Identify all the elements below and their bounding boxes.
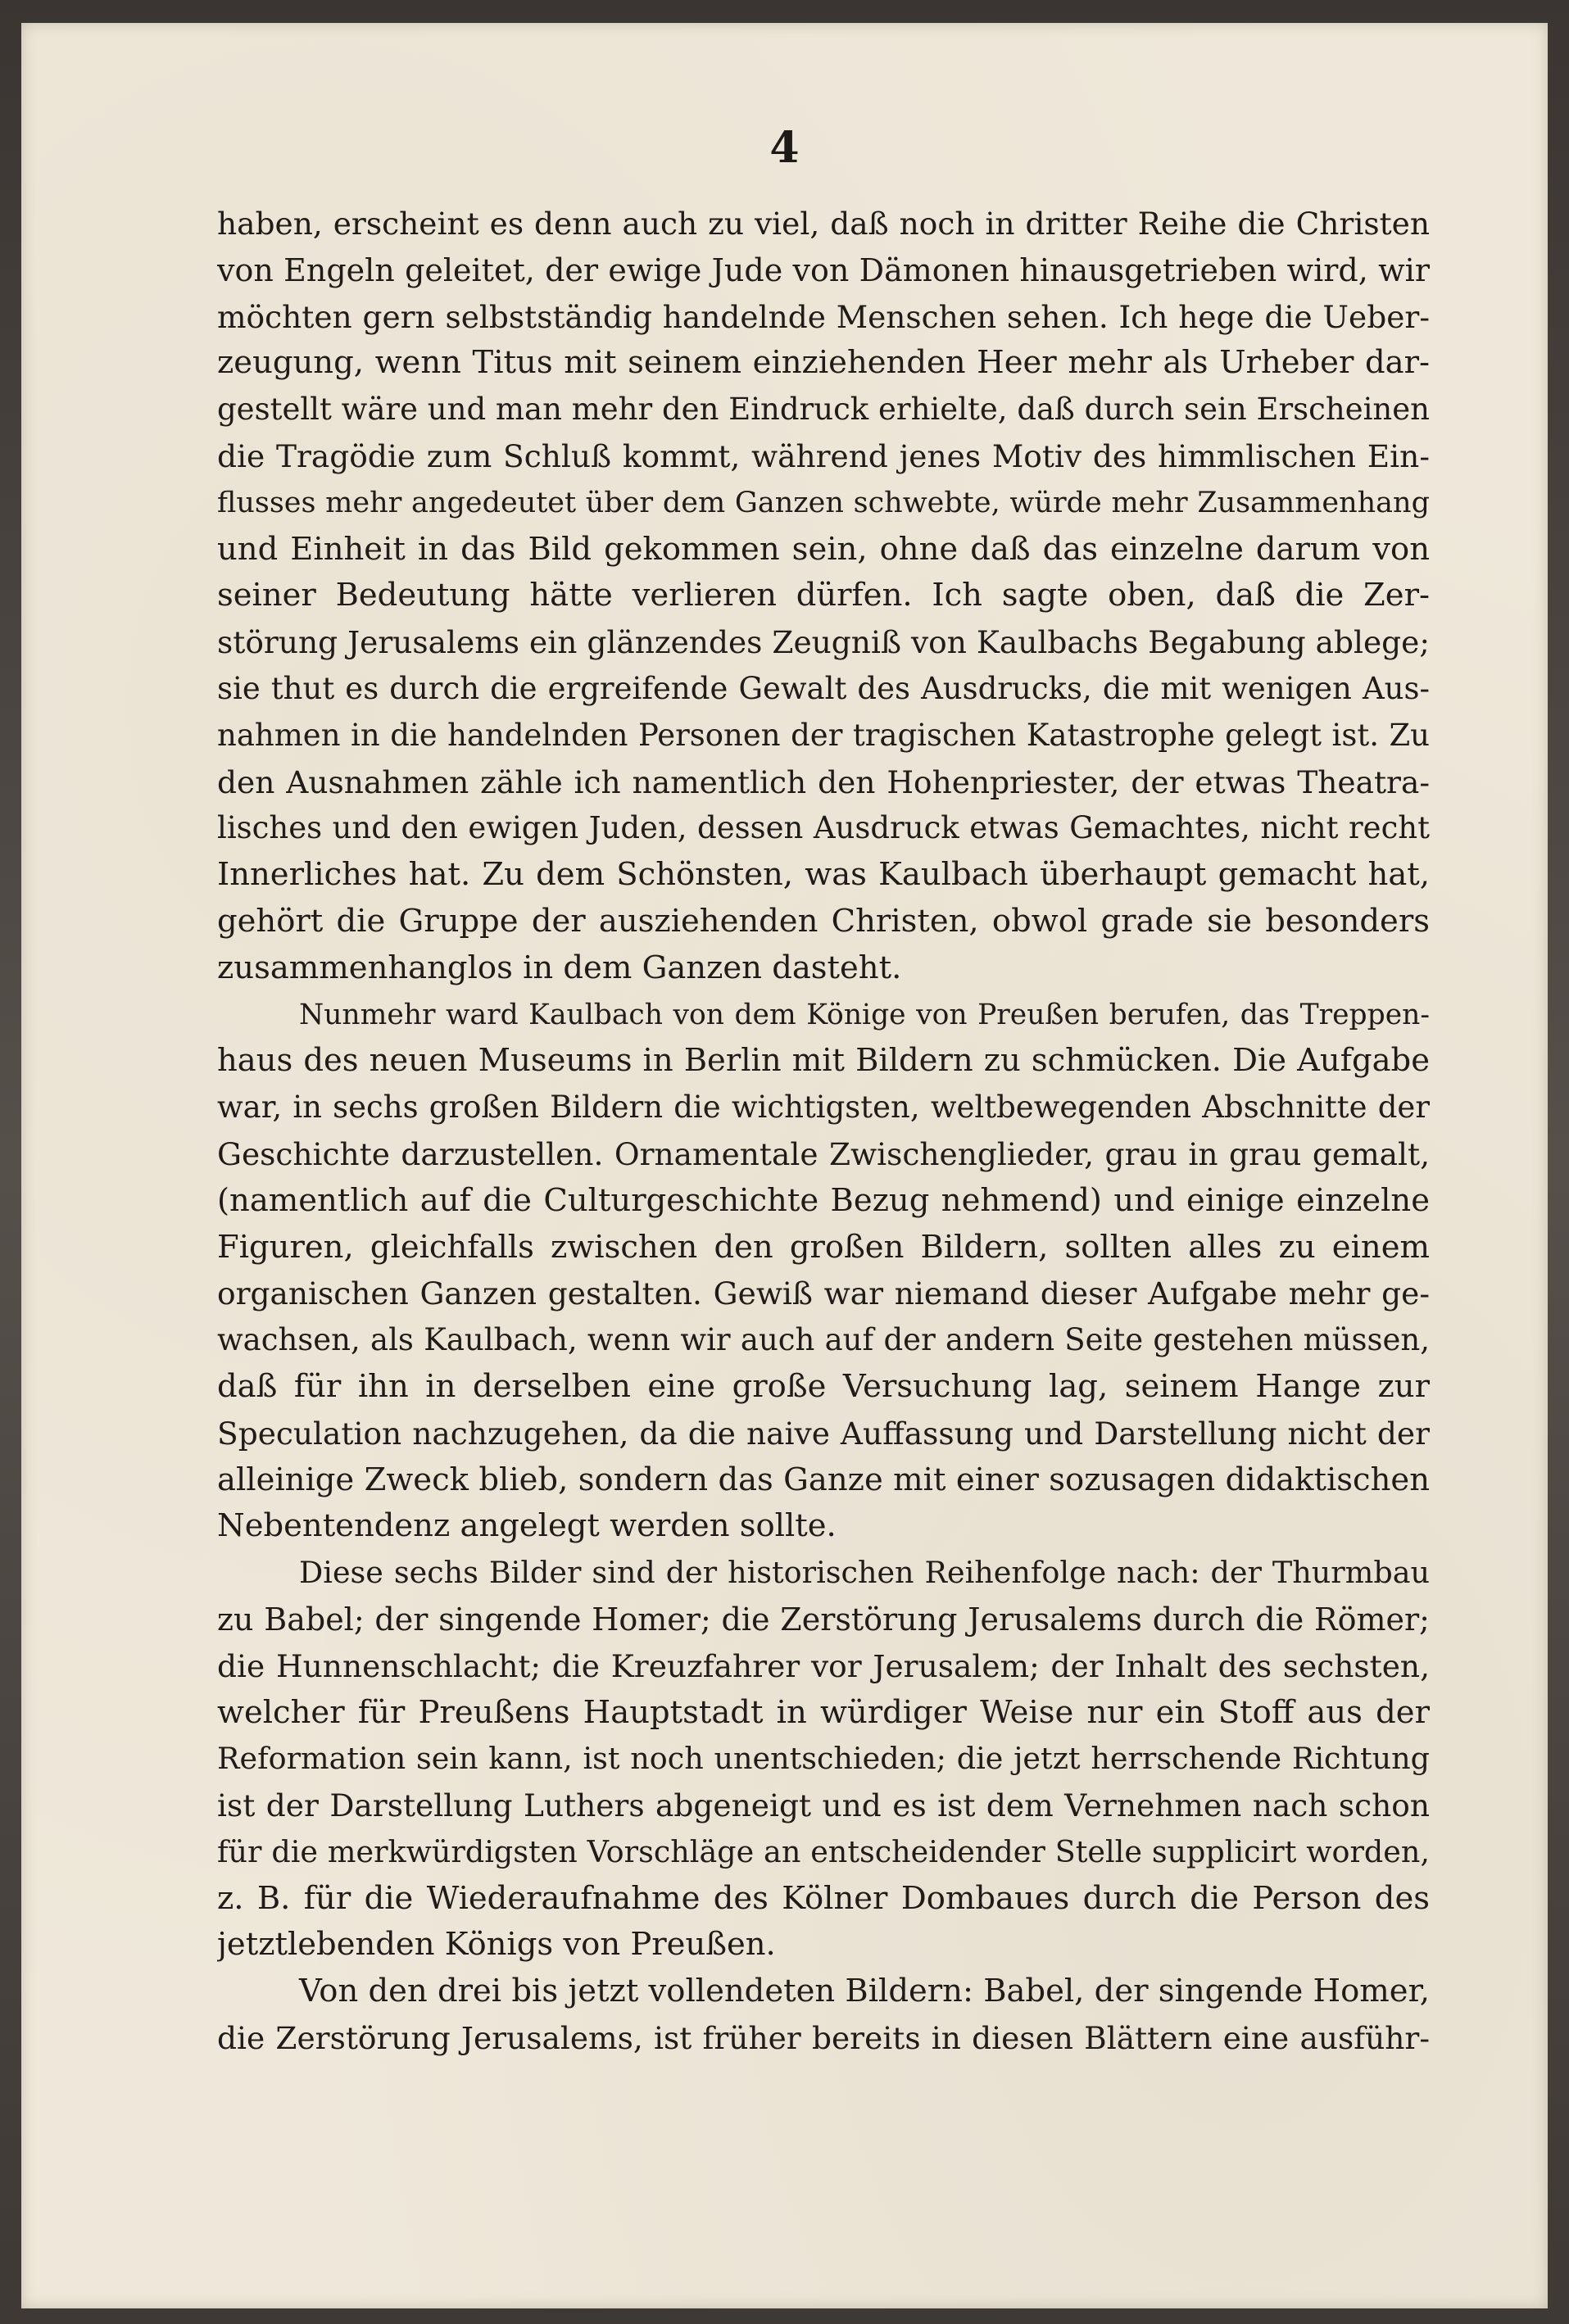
text-line: zu Babel; der singende Homer; die Zerstörung Jerusalems durch die Römer; [217,1601,1430,1638]
text-line: haus des neuen Museums in Berlin mit Bildern zu schmücken. Die Aufgabe [217,1042,1430,1080]
text-line: die Zerstörung Jerusalems, ist früher bereits in diesen Blättern eine ausführ- [217,2020,1430,2057]
text-line: welcher für Preußens Hauptstadt in würdiger Weise nur ein Stoff aus der [217,1693,1430,1731]
text-line: (namentlich auf die Culturgeschichte Bezug nehmend) und einige einzelne [217,1181,1430,1219]
text-line: die Tragödie zum Schluß kommt, während jenes Motiv des himmlischen Ein- [217,437,1430,474]
text-line: Geschichte darzustellen. Ornamentale Zwischenglieder, grau in grau gemalt, [217,1135,1430,1172]
text-line: jetztlebenden Königs von Preußen. [217,1926,776,1964]
text-line: Reformation sein kann, ist noch unentschieden; die jetzt herrschende Richtung [217,1741,1430,1777]
text-line: den Ausnahmen zähle ich namentlich den Hohenpriester, der etwas Theatra- [217,763,1430,800]
body-text [217,201,1430,2062]
text-line: gehört die Gruppe der ausziehenden Christen, obwol grade sie besonders [217,902,1430,940]
text-line: Nebentendenz angelegt werden sollte. [217,1507,837,1545]
text-line: Speculation nachzugehen, da die naive Auffassung und Darstellung nicht der [217,1415,1430,1452]
page-number: 4 [769,123,800,173]
text-line: lisches und den ewigen Juden, dessen Ausdruck etwas Gemachtes, nicht recht [217,810,1430,846]
text-line: alleinige Zweck blieb, sondern das Ganze mit einer sozusagen didaktischen [217,1461,1430,1498]
text-line: wachsen, als Kaulbach, wenn wir auch auf der andern Seite gestehen müssen, [217,1322,1430,1358]
text-line: störung Jerusalems ein glänzendes Zeugniß von Kaulbachs Begabung ablege; [217,624,1430,661]
text-line: und Einheit in das Bild gekommen sein, ohne daß das einzelne darum von [217,530,1430,568]
text-line: flusses mehr angedeutet über dem Ganzen schwebte, würde mehr Zusammenhang [217,486,1430,519]
text-line: sie thut es durch die ergreifende Gewalt des Ausdrucks, die mit wenigen Aus- [217,670,1430,706]
text-line: Nunmehr ward Kaulbach von dem Könige von Preußen berufen, das Treppen- [299,998,1430,1031]
text-line: Diese sechs Bilder sind der historischen Reihenfolge nach: der Thurmbau [299,1555,1430,1591]
text-line: für die merkwürdigsten Vorschläge an entscheidender Stelle supplicirt worden, [217,1833,1430,1869]
text-line: ist der Darstellung Luthers abgeneigt und es ist dem Vernehmen nach schon [217,1787,1430,1824]
text-line: gestellt wäre und man mehr den Eindruck erhielte, daß durch sein Erscheinen [217,392,1430,428]
text-line: die Hunnenschlacht; die Kreuzfahrer vor Jerusalem; der Inhalt des sechsten, [217,1647,1430,1684]
text-line: Von den drei bis jetzt vollendeten Bildern: Babel, der singende Homer, [299,1973,1430,2010]
text-line: nahmen in die handelnden Personen der tragischen Katastrophe gelegt ist. Zu [217,717,1430,753]
text-line: zusammenhanglos in dem Ganzen dasteht. [217,949,902,986]
text-line: organischen Ganzen gestalten. Gewiß war niemand dieser Aufgabe mehr ge- [217,1275,1430,1312]
text-line: haben, erscheint es denn auch zu viel, daß noch in dritter Reihe die Christen [217,206,1430,242]
text-line: Innerliches hat. Zu dem Schönsten, was Kaulbach überhaupt gemacht hat, [217,856,1430,894]
text-line: z. B. für die Wiederaufnahme des Kölner Dombaues durch die Person des [217,1879,1430,1917]
text-line: möchten gern selbstständig handelnde Menschen sehen. Ich hege die Ueber- [217,298,1430,335]
text-line: daß für ihn in derselben eine große Versuchung lag, seinem Hange zur [217,1367,1430,1405]
text-line: zeugung, wenn Titus mit seinem einziehenden Heer mehr als Urheber dar- [217,344,1430,382]
text-line: seiner Bedeutung hätte verlieren dürfen. Ich sagte oben, daß die Zer- [217,577,1430,614]
text-line: von Engeln geleitet, der ewige Jude von Dämonen hinausgetrieben wird, wir [217,251,1430,288]
text-line: Figuren, gleichfalls zwischen den großen Bildern, sollten alles zu einem [217,1228,1430,1266]
text-line: war, in sechs großen Bildern die wichtigsten, weltbewegenden Abschnitte der [217,1090,1430,1126]
